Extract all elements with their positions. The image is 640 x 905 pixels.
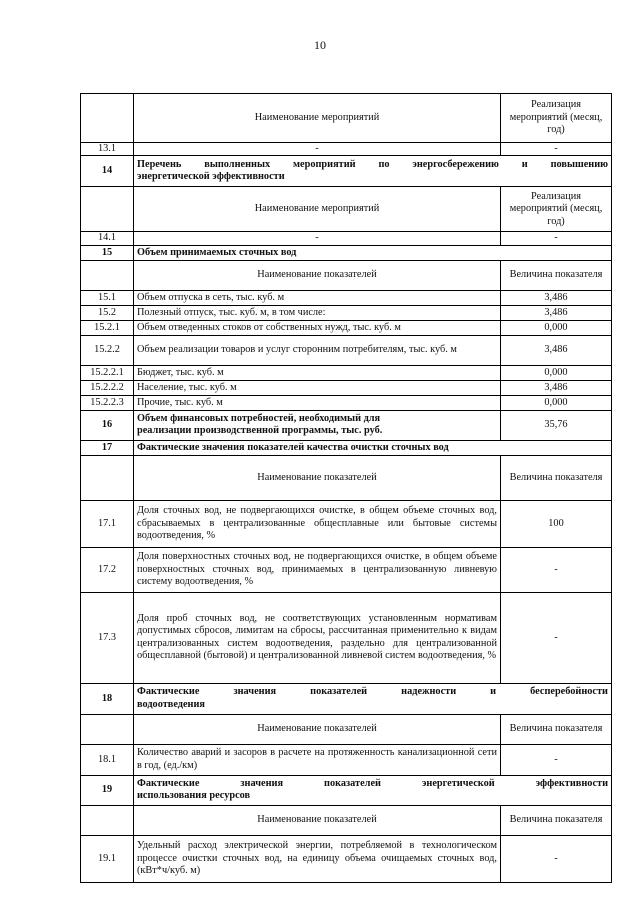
row-value: - — [501, 143, 612, 156]
column-header-name: Наименование мероприятий — [134, 187, 501, 232]
section-title — [134, 156, 612, 187]
column-header-value: Величина показателя — [501, 455, 612, 500]
section-title — [134, 410, 501, 440]
row-value: - — [501, 592, 612, 683]
section-title-line: энергетической эффективности — [137, 171, 285, 183]
column-header-value: Величина показателя — [501, 260, 612, 290]
section-title: Фактические значения показателей качества очистки сточных вод — [134, 440, 612, 455]
row-number: 15.2.2.1 — [81, 365, 134, 380]
section-title-line: Фактические значения показателей энергетической эффективности — [137, 777, 608, 789]
section-title-line: использования ресурсов — [137, 790, 251, 802]
row-name: Удельный расход электрической энергии, потребляемой в технологическом процессе очистки сточных вод, на единицу объема очищаемых сточных вод, (кВт*ч/куб. м) — [134, 835, 501, 882]
table-row — [81, 335, 612, 365]
section-title: Объем принимаемых сточных вод — [134, 245, 612, 260]
section-row — [81, 440, 612, 455]
row-name: - — [134, 143, 501, 156]
section-number: 18 — [81, 683, 134, 714]
column-header-name: Наименование показателей — [134, 260, 501, 290]
row-number: 13.1 — [81, 143, 134, 156]
row-number: 15.2.2 — [81, 335, 134, 365]
row-value: 0,000 — [501, 365, 612, 380]
row-name: Объем реализации товаров и услуг сторонним потребителям, тыс. куб. м — [134, 335, 501, 365]
section-title-line: Перечень выполненных мероприятий по энергосбережению и повышению — [137, 159, 608, 170]
page-number: 10 — [314, 38, 326, 52]
table-header-row — [81, 187, 612, 232]
section-row — [81, 410, 612, 440]
table-header-row — [81, 805, 612, 835]
column-header-value: Величина показателя — [501, 805, 612, 835]
row-number: 15.2 — [81, 305, 134, 320]
column-header-value: Реализация мероприятий (месяц, год) — [501, 187, 612, 232]
row-value: - — [501, 744, 612, 775]
section-number: 19 — [81, 775, 134, 805]
row-value: 3,486 — [501, 380, 612, 395]
row-value: 0,000 — [501, 320, 612, 335]
row-name: Доля проб сточных вод, не соответствующих установленным нормативам допустимых сбросов, лимитам на сбросы, рассчитанная применительно к видам централизованных систем водоотведения, раздельно для централизованной общесплавной (бытовой) и централизованной ливневой систем водоотведения, % — [134, 592, 501, 683]
row-name: Объем отпуска в сеть, тыс. куб. м — [134, 290, 501, 305]
section-title — [134, 683, 612, 714]
row-value: 3,486 — [501, 335, 612, 365]
section-number: 16 — [81, 410, 134, 440]
table-row — [81, 143, 612, 156]
column-header-name: Наименование показателей — [134, 805, 501, 835]
section-number: 15 — [81, 245, 134, 260]
row-value: 0,000 — [501, 395, 612, 410]
row-name: Население, тыс. куб. м — [134, 380, 501, 395]
section-number: 17 — [81, 440, 134, 455]
section-row — [81, 245, 612, 260]
row-name: Бюджет, тыс. куб. м — [134, 365, 501, 380]
table-header-row — [81, 94, 612, 143]
row-value: - — [501, 232, 612, 245]
row-number: 15.1 — [81, 290, 134, 305]
row-number: 17.3 — [81, 592, 134, 683]
table-row — [81, 547, 612, 592]
row-name: Доля поверхностных сточных вод, не подвергающихся очистке, в общем объеме поверхностных сточных вод, принимаемых в централизованную ливневую систему водоотведения, % — [134, 547, 501, 592]
row-name: Доля сточных вод, не подвергающихся очистке, в общем объеме сточных вод, сбрасываемых в централизованные общесплавные или бытовые системы водоотведения, % — [134, 500, 501, 547]
row-value: - — [501, 547, 612, 592]
report-table — [80, 93, 612, 883]
section-row — [81, 775, 612, 805]
table-row — [81, 592, 612, 683]
row-value: - — [501, 835, 612, 882]
table-row — [81, 232, 612, 245]
section-title — [134, 775, 612, 805]
table-row — [81, 290, 612, 305]
section-row — [81, 156, 612, 187]
row-number: 15.2.2.2 — [81, 380, 134, 395]
column-header-value: Величина показателя — [501, 714, 612, 744]
table-row — [81, 305, 612, 320]
row-name: Количество аварий и засоров в расчете на протяженность канализационной сети в год, (ед./км) — [134, 744, 501, 775]
section-row — [81, 683, 612, 714]
column-header-value: Реализация мероприятий (месяц, год) — [501, 94, 612, 143]
row-number: 19.1 — [81, 835, 134, 882]
table-header-row — [81, 714, 612, 744]
row-number: 15.2.1 — [81, 320, 134, 335]
row-name: Полезный отпуск, тыс. куб. м, в том числе: — [134, 305, 501, 320]
table-header-row — [81, 455, 612, 500]
table-row — [81, 320, 612, 335]
row-number: 14.1 — [81, 232, 134, 245]
section-title-line: водоотведения — [137, 698, 205, 710]
table-row — [81, 380, 612, 395]
column-header-name: Наименование мероприятий — [134, 94, 501, 143]
row-name: Объем отведенных стоков от собственных нужд, тыс. куб. м — [134, 320, 501, 335]
row-number: 17.2 — [81, 547, 134, 592]
row-value: 3,486 — [501, 305, 612, 320]
section-title-line: реализации производственной программы, тыс. руб. — [137, 425, 383, 437]
row-name: - — [134, 232, 501, 245]
section-title-line: Фактические значения показателей надежности и бесперебойности — [137, 686, 608, 698]
table-row — [81, 500, 612, 547]
table-row — [81, 365, 612, 380]
table-header-row — [81, 260, 612, 290]
table-row — [81, 744, 612, 775]
section-title-line: Объем финансовых потребностей, необходимый для — [137, 412, 381, 424]
column-header-name: Наименование показателей — [134, 455, 501, 500]
row-value: 3,486 — [501, 290, 612, 305]
row-name: Прочие, тыс. куб. м — [134, 395, 501, 410]
row-number: 15.2.2.3 — [81, 395, 134, 410]
row-value: 100 — [501, 500, 612, 547]
row-number: 18.1 — [81, 744, 134, 775]
section-number: 14 — [81, 156, 134, 187]
table-row — [81, 835, 612, 882]
row-number: 17.1 — [81, 500, 134, 547]
table-row — [81, 395, 612, 410]
section-value: 35,76 — [501, 410, 612, 440]
column-header-name: Наименование показателей — [134, 714, 501, 744]
